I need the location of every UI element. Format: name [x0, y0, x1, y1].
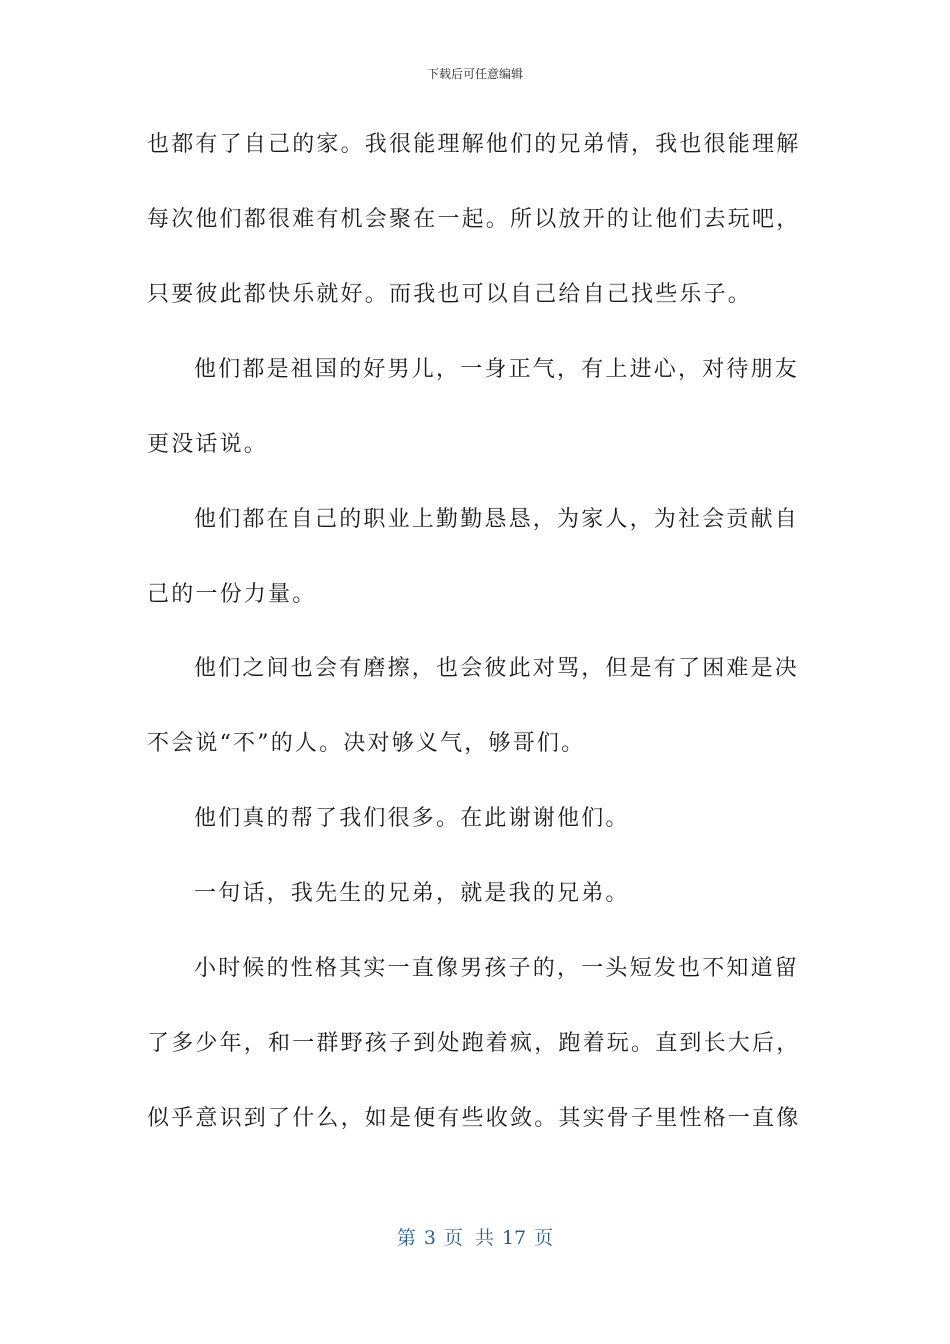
- footer-total-pages: 17: [501, 1227, 527, 1249]
- text-line: 他们真的帮了我们很多。在此谢谢他们。: [194, 806, 630, 831]
- text-line: 他们之间也会有磨擦，也会彼此对骂，但是有了困难是决: [194, 656, 800, 681]
- text-line: 不会说“不”的人。决对够义气，够哥们。: [147, 731, 586, 756]
- text-line: 只要彼此都快乐就好。而我也可以自己给自己找些乐子。: [147, 282, 753, 307]
- text-line: 小时候的性格其实一直像男孩子的，一头短发也不知道留: [194, 956, 800, 981]
- text-line: 了多少年，和一群野孩子到处跑着疯，跑着玩。直到长大后，: [147, 1031, 801, 1056]
- text-line: 他们都是祖国的好男儿，一身正气，有上进心，对待朋友: [194, 357, 800, 382]
- footer-prefix: 第: [396, 1227, 416, 1249]
- text-line: 似乎意识到了什么，如是便有些收敛。其实骨子里性格一直像: [147, 1106, 801, 1131]
- text-line: 己的一份力量。: [147, 582, 317, 607]
- page-header: 下载后可任意编辑: [426, 67, 523, 81]
- text-line: 更没话说。: [147, 432, 269, 457]
- footer-page-number: 3: [423, 1227, 436, 1249]
- text-line: 也都有了自己的家。我很能理解他们的兄弟情，我也很能理解: [147, 132, 801, 157]
- page-footer: [0, 1224, 950, 1252]
- text-line: 他们都在自己的职业上勤勤恳恳，为家人，为社会贡献自: [194, 507, 800, 532]
- text-line: 每次他们都很难有机会聚在一起。所以放开的让他们去玩吧，: [147, 207, 801, 232]
- footer-suffix: 页: [534, 1227, 554, 1249]
- footer-middle: 页 共: [443, 1227, 494, 1249]
- text-line: 一句话，我先生的兄弟，就是我的兄弟。: [194, 881, 630, 906]
